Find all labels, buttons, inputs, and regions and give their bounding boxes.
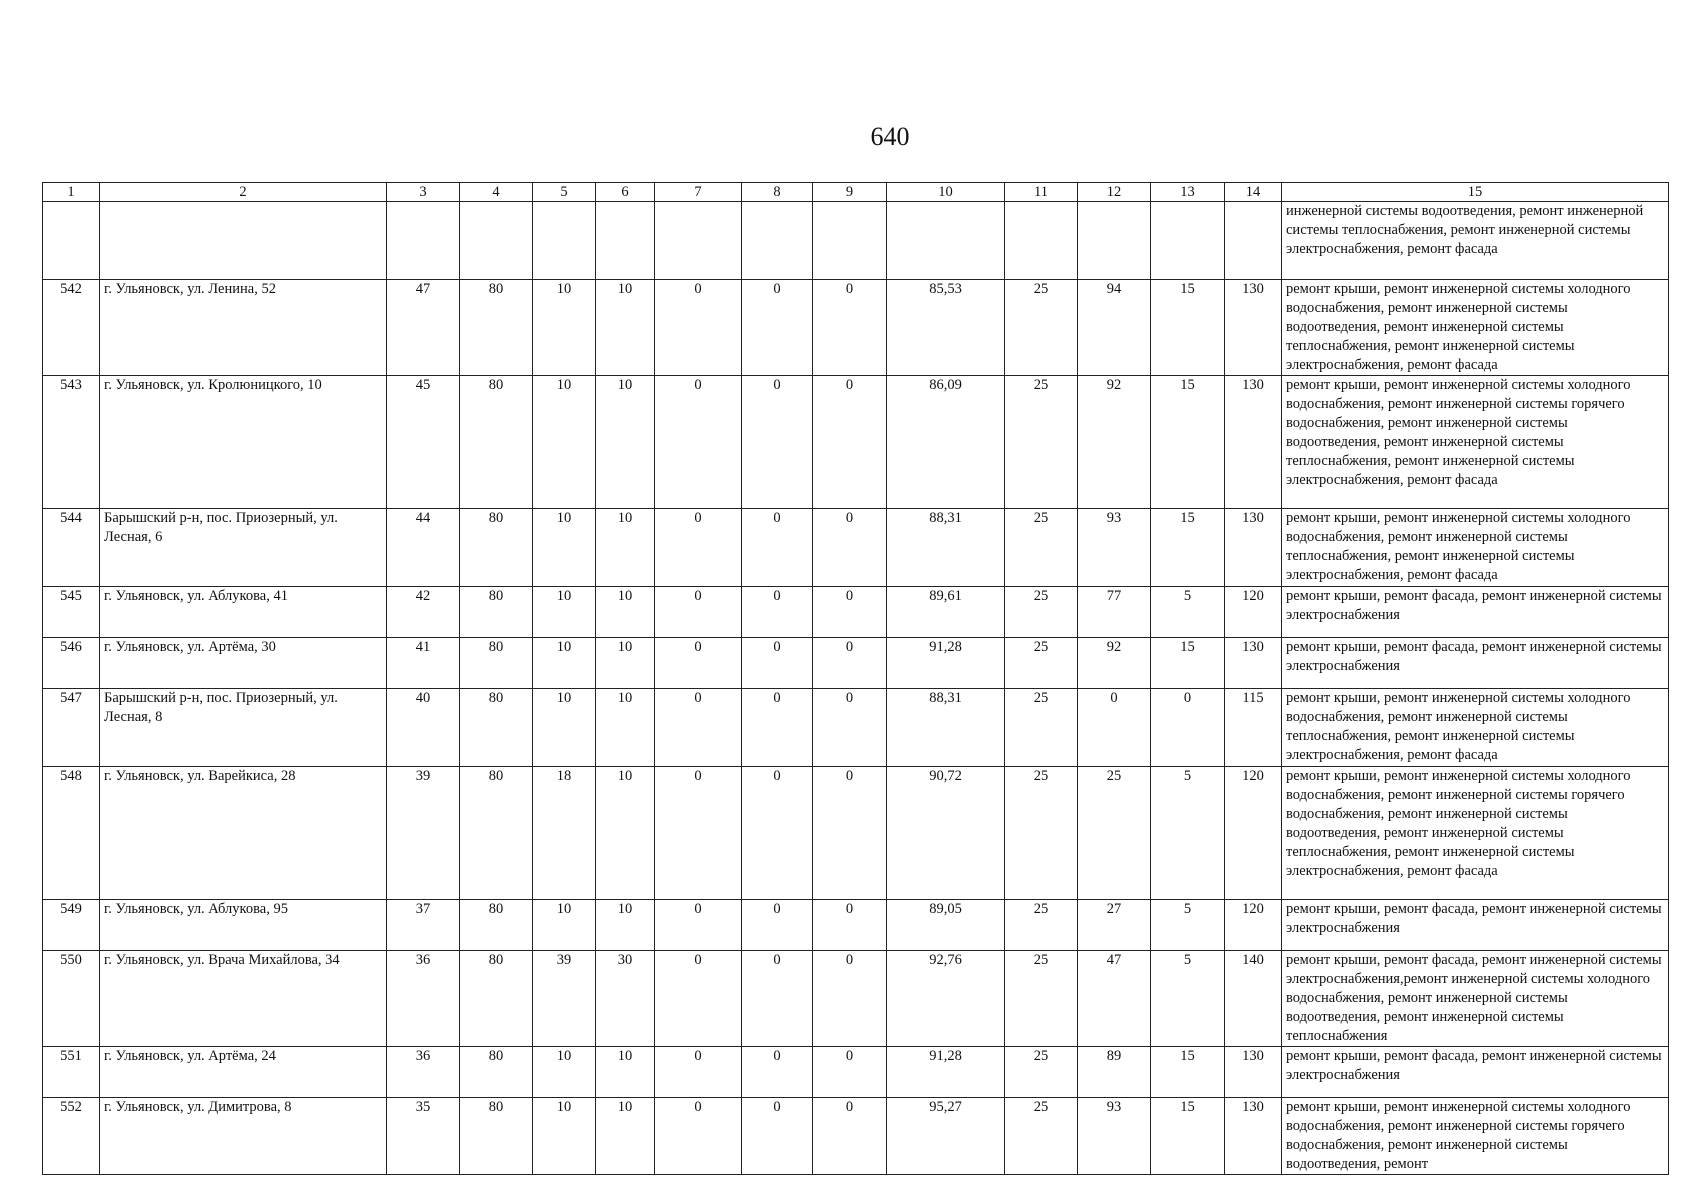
value-c5: 10 [533,638,596,689]
value-c10: 85,53 [887,280,1005,376]
value-c3: 41 [387,638,460,689]
value-c8: 0 [742,767,813,900]
value-c9: 0 [813,1047,887,1098]
value-c7: 0 [655,638,742,689]
value-c7: 0 [655,587,742,638]
table-row [43,900,1669,951]
column-header: 13 [1151,183,1225,202]
value-c14: 130 [1225,638,1282,689]
value-c9: 0 [813,1098,887,1175]
column-header: 9 [813,183,887,202]
column-header: 11 [1005,183,1078,202]
value-c13: 15 [1151,376,1225,509]
address: Барышский р-н, пос. Приозерный, ул. Лесная, 6 [100,509,387,587]
value-c4: 80 [460,951,533,1047]
work-list: ремонт крыши, ремонт инженерной системы холодного водоснабжения, ремонт инженерной системы горячего водоснабжения, ремонт инженерной системы водоотведения, ремонт [1282,1098,1669,1175]
value-c6: 10 [596,587,655,638]
column-header: 7 [655,183,742,202]
row-number: 550 [43,951,100,1047]
value-c5: 10 [533,280,596,376]
work-list: ремонт крыши, ремонт инженерной системы холодного водоснабжения, ремонт инженерной системы горячего водоснабжения, ремонт инженерной системы водоотведения, ремонт инженерной системы теплоснабжения, ремонт инженерной системы электроснабжения, ремонт фасада [1282,767,1669,900]
value-c10: 89,05 [887,900,1005,951]
value-c13: 5 [1151,951,1225,1047]
column-header: 3 [387,183,460,202]
value-c10: 90,72 [887,767,1005,900]
work-list: ремонт крыши, ремонт фасада, ремонт инженерной системы электроснабжения,ремонт инженерной системы холодного водоснабжения, ремонт инженерной системы водоотведения, ремонт инженерной системы теплоснабжения [1282,951,1669,1047]
value-c7: 0 [655,951,742,1047]
value-c4: 80 [460,280,533,376]
value-c11: 25 [1005,1098,1078,1175]
value-c12: 77 [1078,587,1151,638]
value-c4: 80 [460,587,533,638]
address: г. Ульяновск, ул. Варейкиса, 28 [100,767,387,900]
address: г. Ульяновск, ул. Димитрова, 8 [100,1098,387,1175]
value-c9: 0 [813,509,887,587]
value-c3: 42 [387,587,460,638]
value-c6: 10 [596,280,655,376]
header-row [43,183,1669,202]
row-number: 547 [43,689,100,767]
value-c7: 0 [655,689,742,767]
page-number: 640 [870,122,910,151]
table-row [43,587,1669,638]
value-c14: 120 [1225,900,1282,951]
row-number: 542 [43,280,100,376]
value-c5: 10 [533,376,596,509]
row-number: 549 [43,900,100,951]
value-c8: 0 [742,509,813,587]
value-c3: 39 [387,767,460,900]
value-c10: 92,76 [887,951,1005,1047]
work-list: ремонт крыши, ремонт инженерной системы холодного водоснабжения, ремонт инженерной системы водоотведения, ремонт инженерной системы теплоснабжения, ремонт инженерной системы электроснабжения, ремонт фасада [1282,280,1669,376]
value-c8: 0 [742,587,813,638]
column-header: 1 [43,183,100,202]
work-list: ремонт крыши, ремонт фасада, ремонт инженерной системы электроснабжения [1282,587,1669,638]
value-c3: 36 [387,1047,460,1098]
value-c6: 10 [596,1098,655,1175]
value-c7: 0 [655,280,742,376]
value-c12: 94 [1078,280,1151,376]
address: г. Ульяновск, ул. Аблукова, 95 [100,900,387,951]
value-c7: 0 [655,509,742,587]
value-c11: 25 [1005,689,1078,767]
row-number: 544 [43,509,100,587]
table-row [43,376,1669,509]
table-row [43,280,1669,376]
value-c8: 0 [742,280,813,376]
value-c13: 0 [1151,689,1225,767]
value-c14: 130 [1225,509,1282,587]
value-c7: 0 [655,900,742,951]
value-c3: 45 [387,376,460,509]
value-c8: 0 [742,1098,813,1175]
value-c14: 140 [1225,951,1282,1047]
value-c3: 37 [387,900,460,951]
value-c6: 30 [596,951,655,1047]
value-c10: 88,31 [887,509,1005,587]
column-header: 5 [533,183,596,202]
value-c6: 10 [596,900,655,951]
value-c11: 25 [1005,509,1078,587]
value-c13: 15 [1151,638,1225,689]
value-c6: 10 [596,376,655,509]
address: г. Ульяновск, ул. Врача Михайлова, 34 [100,951,387,1047]
value-c4: 80 [460,689,533,767]
value-c3: 35 [387,1098,460,1175]
work-list: ремонт крыши, ремонт инженерной системы холодного водоснабжения, ремонт инженерной системы горячего водоснабжения, ремонт инженерной системы водоотведения, ремонт инженерной системы теплоснабжения, ремонт инженерной системы электроснабжения, ремонт фасада [1282,376,1669,509]
value-c6: 10 [596,638,655,689]
continuation-row [43,202,1669,280]
value-c8: 0 [742,951,813,1047]
value-c6: 10 [596,767,655,900]
column-header: 2 [100,183,387,202]
address: г. Ульяновск, ул. Кролюницкого, 10 [100,376,387,509]
value-c5: 10 [533,689,596,767]
address: Барышский р-н, пос. Приозерный, ул. Лесная, 8 [100,689,387,767]
value-c9: 0 [813,767,887,900]
value-c12: 92 [1078,638,1151,689]
value-c7: 0 [655,1098,742,1175]
value-c9: 0 [813,587,887,638]
table-row [43,951,1669,1047]
value-c6: 10 [596,1047,655,1098]
register-table [42,182,1669,1175]
address: г. Ульяновск, ул. Аблукова, 41 [100,587,387,638]
value-c3: 47 [387,280,460,376]
value-c4: 80 [460,638,533,689]
column-header: 14 [1225,183,1282,202]
value-c8: 0 [742,1047,813,1098]
value-c12: 27 [1078,900,1151,951]
table-row [43,638,1669,689]
column-header: 10 [887,183,1005,202]
value-c8: 0 [742,689,813,767]
column-header: 4 [460,183,533,202]
value-c13: 5 [1151,900,1225,951]
work-list: ремонт крыши, ремонт инженерной системы холодного водоснабжения, ремонт инженерной системы теплоснабжения, ремонт инженерной системы электроснабжения, ремонт фасада [1282,509,1669,587]
address: г. Ульяновск, ул. Артёма, 30 [100,638,387,689]
value-c14: 120 [1225,767,1282,900]
row-number: 551 [43,1047,100,1098]
value-c9: 0 [813,376,887,509]
address: г. Ульяновск, ул. Ленина, 52 [100,280,387,376]
value-c14: 130 [1225,280,1282,376]
value-c10: 91,28 [887,638,1005,689]
value-c11: 25 [1005,280,1078,376]
value-c10: 89,61 [887,587,1005,638]
value-c11: 25 [1005,767,1078,900]
value-c4: 80 [460,376,533,509]
work-list: инженерной системы водоотведения, ремонт инженерной системы теплоснабжения, ремонт инженерной системы электроснабжения, ремонт фасада [1282,202,1669,280]
work-list: ремонт крыши, ремонт инженерной системы холодного водоснабжения, ремонт инженерной системы теплоснабжения, ремонт инженерной системы электроснабжения, ремонт фасада [1282,689,1669,767]
value-c12: 47 [1078,951,1151,1047]
value-c6: 10 [596,689,655,767]
value-c13: 15 [1151,509,1225,587]
value-c10: 88,31 [887,689,1005,767]
value-c3: 44 [387,509,460,587]
column-header: 8 [742,183,813,202]
value-c11: 25 [1005,587,1078,638]
row-number: 545 [43,587,100,638]
value-c3: 40 [387,689,460,767]
value-c12: 89 [1078,1047,1151,1098]
value-c11: 25 [1005,1047,1078,1098]
value-c13: 15 [1151,1098,1225,1175]
row-number: 543 [43,376,100,509]
value-c9: 0 [813,638,887,689]
value-c4: 80 [460,1098,533,1175]
value-c13: 15 [1151,1047,1225,1098]
value-c10: 91,28 [887,1047,1005,1098]
value-c9: 0 [813,900,887,951]
value-c7: 0 [655,376,742,509]
value-c12: 93 [1078,1098,1151,1175]
work-list: ремонт крыши, ремонт фасада, ремонт инженерной системы электроснабжения [1282,900,1669,951]
value-c3: 36 [387,951,460,1047]
value-c10: 86,09 [887,376,1005,509]
value-c11: 25 [1005,900,1078,951]
address: г. Ульяновск, ул. Артёма, 24 [100,1047,387,1098]
value-c11: 25 [1005,951,1078,1047]
value-c14: 130 [1225,376,1282,509]
value-c5: 18 [533,767,596,900]
table-row [43,509,1669,587]
value-c9: 0 [813,280,887,376]
value-c4: 80 [460,900,533,951]
value-c12: 25 [1078,767,1151,900]
value-c12: 93 [1078,509,1151,587]
value-c11: 25 [1005,376,1078,509]
value-c5: 10 [533,900,596,951]
table-row [43,1047,1669,1098]
value-c13: 5 [1151,767,1225,900]
value-c13: 5 [1151,587,1225,638]
row-number: 552 [43,1098,100,1175]
value-c9: 0 [813,951,887,1047]
value-c6: 10 [596,509,655,587]
value-c4: 80 [460,1047,533,1098]
value-c11: 25 [1005,638,1078,689]
table-row [43,1098,1669,1175]
value-c14: 130 [1225,1098,1282,1175]
value-c12: 0 [1078,689,1151,767]
value-c5: 10 [533,1047,596,1098]
table-row [43,689,1669,767]
work-list: ремонт крыши, ремонт фасада, ремонт инженерной системы электроснабжения [1282,1047,1669,1098]
table-row [43,767,1669,900]
value-c9: 0 [813,689,887,767]
column-header: 12 [1078,183,1151,202]
value-c4: 80 [460,509,533,587]
value-c8: 0 [742,376,813,509]
value-c7: 0 [655,767,742,900]
value-c4: 80 [460,767,533,900]
work-list: ремонт крыши, ремонт фасада, ремонт инженерной системы электроснабжения [1282,638,1669,689]
row-number: 546 [43,638,100,689]
value-c12: 92 [1078,376,1151,509]
value-c14: 120 [1225,587,1282,638]
value-c13: 15 [1151,280,1225,376]
value-c10: 95,27 [887,1098,1005,1175]
value-c14: 115 [1225,689,1282,767]
value-c5: 10 [533,509,596,587]
value-c8: 0 [742,638,813,689]
value-c5: 10 [533,1098,596,1175]
value-c8: 0 [742,900,813,951]
row-number: 548 [43,767,100,900]
value-c5: 39 [533,951,596,1047]
column-header: 15 [1282,183,1669,202]
value-c5: 10 [533,587,596,638]
value-c14: 130 [1225,1047,1282,1098]
column-header: 6 [596,183,655,202]
value-c7: 0 [655,1047,742,1098]
